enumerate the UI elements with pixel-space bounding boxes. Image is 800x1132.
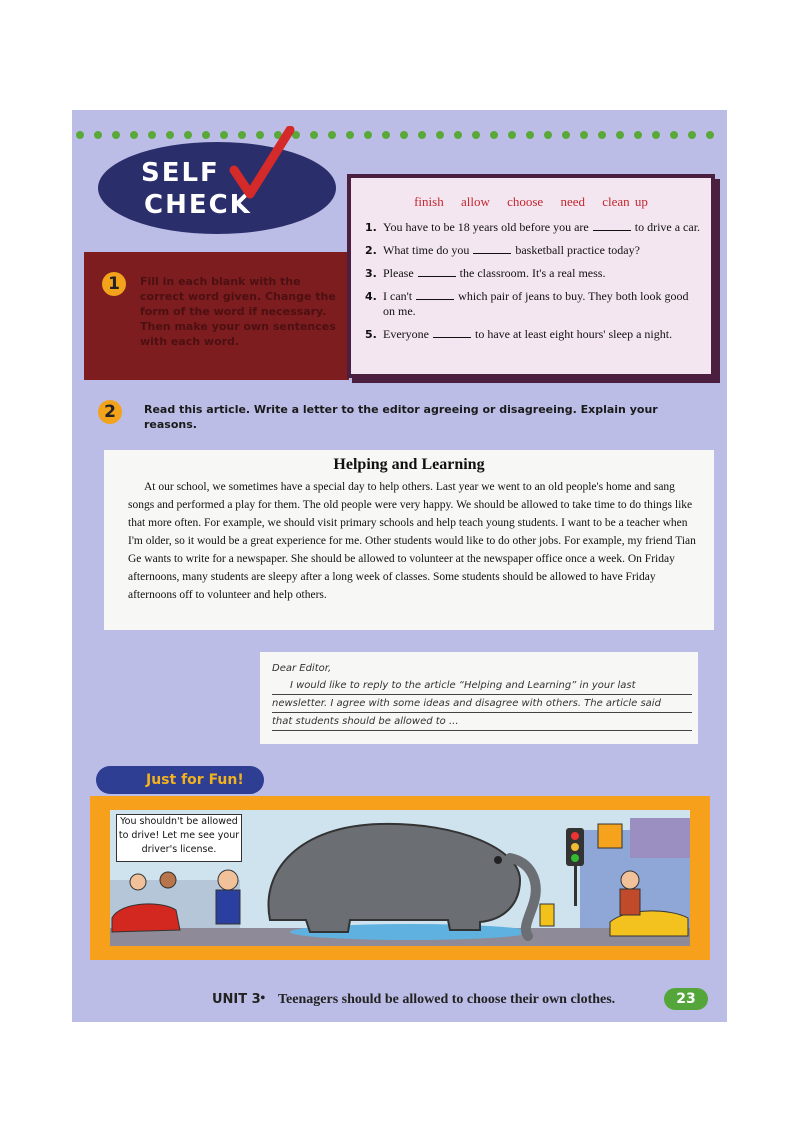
item-text-before: What time do you	[383, 243, 470, 257]
list-item	[365, 220, 701, 235]
word-choose: choose	[507, 194, 544, 209]
answer-blank[interactable]	[593, 220, 631, 231]
answer-blank[interactable]	[418, 266, 456, 277]
list-item	[365, 289, 701, 319]
exercise2-instruction: Read this article. Write a letter to the editor agreeing or disagreeing. Explain your reasons.	[144, 403, 658, 431]
word-bank-box	[347, 174, 715, 378]
word-allow: allow	[460, 194, 490, 209]
word-need: need	[560, 194, 585, 209]
item-text-after: to drive a car.	[634, 220, 701, 234]
letter-line: that students should be allowed to ...	[272, 713, 692, 731]
page-number: 23	[664, 988, 708, 1010]
green-dot-border	[72, 128, 727, 142]
word-finish: finish	[414, 194, 444, 209]
exercise1-instruction: Fill in each blank with the correct word given. Change the form of the word if necessary. Then make your own sentences with each word.	[140, 275, 336, 348]
item-text-after: the classroom. It's a real mess.	[459, 266, 606, 280]
item-text-before: I can't	[383, 289, 413, 303]
list-item	[365, 243, 701, 258]
unit-label: UNIT 3	[212, 992, 261, 1007]
unit-title: Teenagers should be allowed to choose their own clothes.	[278, 992, 616, 1007]
exercise2-number: 2	[98, 400, 122, 424]
badge-line2: CHECK	[144, 190, 252, 220]
item-number: 2.	[365, 244, 377, 257]
letter-sample	[260, 652, 698, 744]
item-number: 3.	[365, 267, 377, 280]
item-text-before: Please	[383, 266, 414, 280]
badge-line1: SELF	[141, 158, 220, 188]
list-item	[365, 327, 701, 342]
page-footer	[72, 988, 727, 1014]
letter-salutation: Dear Editor,	[272, 663, 332, 674]
word-clean-up: clean up	[602, 194, 648, 209]
word-bank	[351, 194, 711, 210]
item-number: 1.	[365, 221, 377, 234]
footer-separator: •	[260, 990, 266, 1007]
letter-line: newsletter. I agree with some ideas and disagree with others. The article said	[272, 695, 692, 713]
item-text-before: Everyone	[383, 327, 429, 341]
just-for-fun-label: Just for Fun!	[96, 766, 264, 794]
answer-blank[interactable]	[416, 289, 454, 300]
article-clipping	[104, 450, 714, 630]
speech-bubble: You shouldn't be allowed to drive! Let me see your driver's license.	[116, 814, 242, 862]
article-title: Helping and Learning	[333, 456, 485, 473]
item-text-after: to have at least eight hours' sleep a night.	[474, 327, 673, 341]
cartoon-frame	[90, 796, 710, 960]
exercise1-number: 1	[102, 272, 126, 296]
exercise1-items	[365, 220, 701, 350]
article-body: At our school, we sometimes have a special day to help others. Last year we went to an old people's home and sang songs and performed a play for them. The old people were very happy. We should be allowed to take time to do things like that more often. For example, we should visit primary schools and help teach young students. I want to be a teacher when I'm older, so it would be a great experience for me. Other students would like to do other jobs. For example, my friend Tian Ge wants to write for a newspaper. She should be allowed to volunteer at the newspaper office once a week. On Friday afternoons, many students are sleepy after a long week of classes. Some students should be allowed to have Friday afternoons off to volunteer and help others.	[128, 481, 696, 601]
red-checkmark-icon	[224, 126, 304, 206]
item-number: 4.	[365, 290, 377, 303]
item-number: 5.	[365, 328, 377, 341]
item-text-after: which pair of jeans to buy. They both look good on me.	[383, 289, 689, 318]
cartoon-illustration	[110, 810, 690, 946]
textbook-page	[72, 110, 727, 1022]
answer-blank[interactable]	[473, 243, 511, 254]
letter-line: I would like to reply to the article “Helping and Learning” in your last	[272, 677, 692, 695]
answer-blank[interactable]	[433, 327, 471, 338]
item-text-before: You have to be 18 years old before you are	[383, 220, 589, 234]
item-text-after: basketball practice today?	[515, 243, 640, 257]
list-item	[365, 266, 701, 281]
exercise1-instruction-panel	[84, 252, 349, 380]
